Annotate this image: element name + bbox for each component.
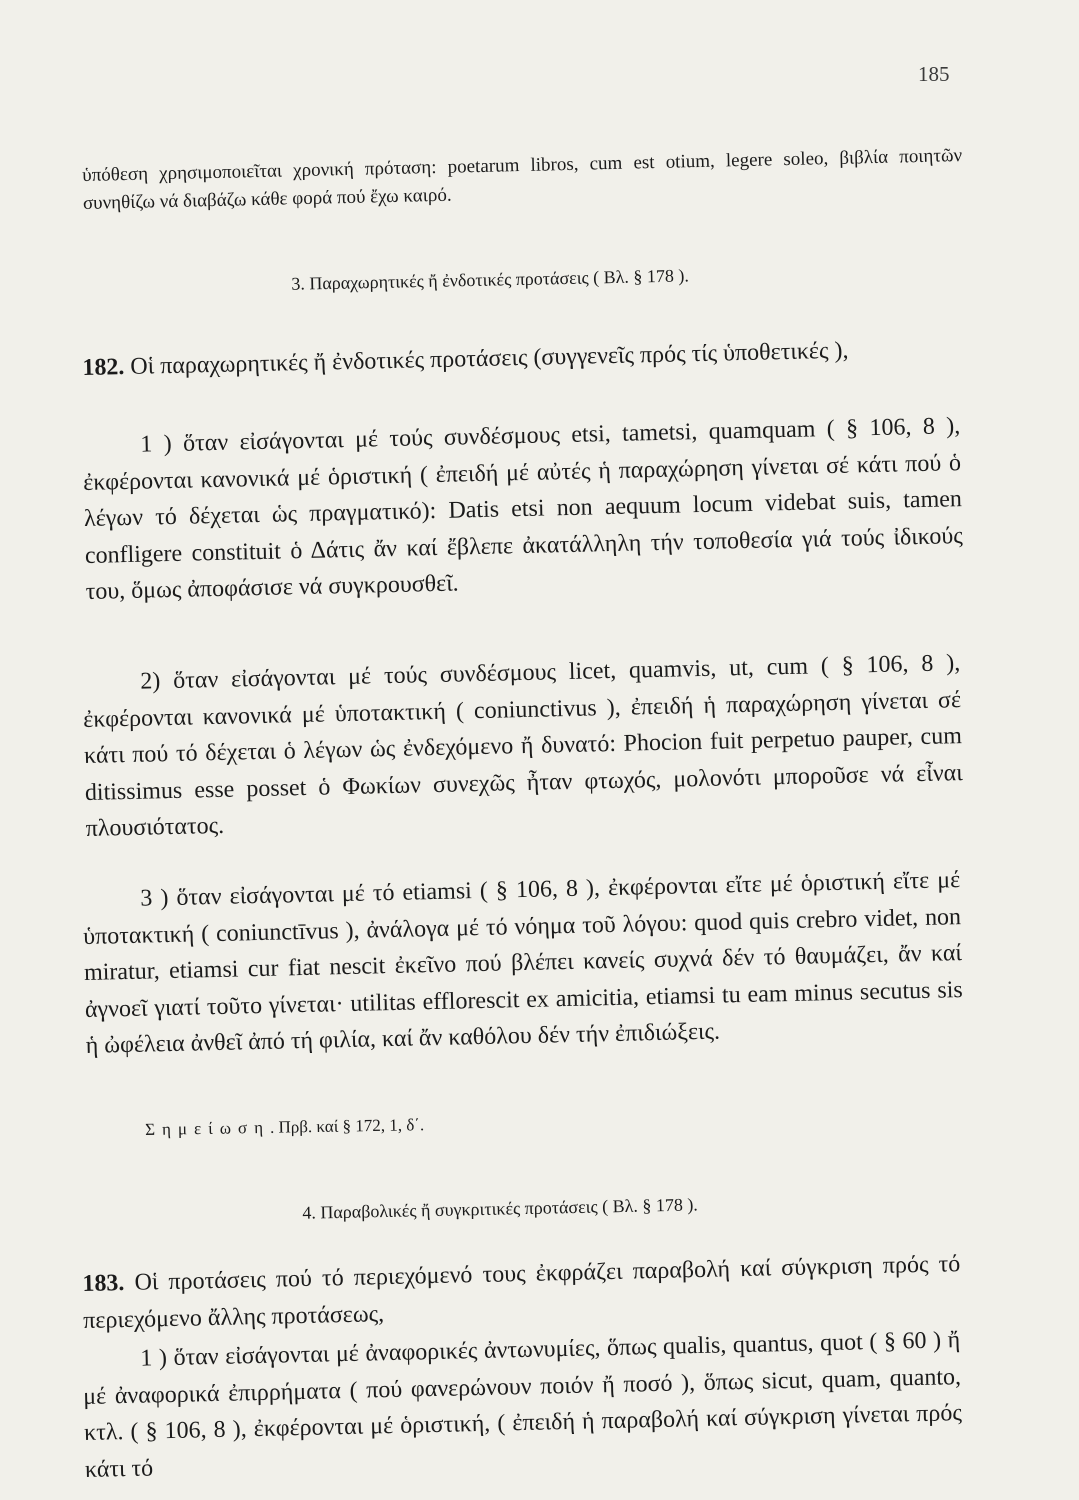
paragraph-182-item-2: 2) ὅταν εἰσάγονται μέ τούς συνδέσμους licet, quamvis, ut, cum ( § 106, 8 ), ἐκφέρονται κανονικά μέ ὑποτακτική ( coniunctivus ), ἐπειδή ἡ παραχώρηση γίνεται σέ κάτι πού τό δέχεται ὁ λέγων ὡς ἐνδεχόμενο ἤ δυνατό: Phocion fuit perpetuo pauper, cum ditissimus esse posset ὁ Φωκίων συνεχῶς ἦταν φτωχός, μολονότι μποροῦσε νά εἶναι πλουσιότατος. xyxy=(82,650,963,843)
intro-paragraph: ὑπόθεση χρησιμοποιεῖται χρονική πρόταση: poetarum libros, cum est otium, legere soleo, βιβλία ποιητῶν συνηθίζω νά διαβάζω κάθε φορά πού ἔχω καιρό. xyxy=(82,145,963,214)
page-number: 185 xyxy=(918,62,950,86)
note-text: . Πρβ. καί § 172, 1, δ΄. xyxy=(269,1115,425,1137)
paragraph-182-item-1: 1 ) ὅταν εἰσάγονται μέ τούς συνδέσμους etsi, tametsi, quamquam ( § 106, 8 ), ἐκφέρονται κανονικά μέ ὁριστική ( ἐπειδή μέ αὐτές ἡ παραχώρηση γίνεται σέ κάτι πού ὁ λέγων τό δέχεται ὡς πραγματικό): Datis etsi non aequum locum videbat suis, tamen confligere constituit ὁ Δάτις ἄν καί ἔβλεπε ἀκατάλληλη τήν τοποθεσία γιά τούς ἰδικούς του, ὅμως ἀποφάσισε νά συγκρουσθεῖ. xyxy=(82,413,963,606)
section-number-182: 182. xyxy=(82,354,125,381)
paragraph-182-item-3: 3 ) ὅταν εἰσάγονται μέ τό etiamsi ( § 106, 8 ), ἐκφέρονται εἴτε μέ ὁριστική εἴτε μέ ὑποτακτική ( coniunctīvus ), ἀνάλογα μέ τό νόημα τοῦ λόγου: quod quis crebro videt, non miratur, etiamsi cur fiat nescit ἐκεῖνο πού βλέπει κανείς συχνά δέν τό θαυμάζει, ἄν καί ἀγνοεῖ γιατί τοῦτο γίνεται· utilitas efflorescit ex amicitia, etiamsi tu eam minus secutus sis ἡ ὠφέλεια ἀνθεῖ ἀπό τή φιλία, καί ἄν καθόλου δέν τήν ἐπιδιώξεις. xyxy=(82,867,963,1060)
section-4-heading: 4. Παραβολικές ἤ συγκριτικές προτάσεις ( Βλ. § 178 ). xyxy=(302,1194,699,1223)
paragraph-183-item-1: 1 ) ὅταν εἰσάγονται μέ ἀναφορικές ἀντωνυμίες, ὅπως qualis, quantus, quot ( § 60 ) ἤ μέ ἀναφορικά ἐπιρρήματα ( πού φανερώνουν ποιόν ἤ ποσό ), ὅπως sicut, quam, quanto, κτλ. ( § 106, 8 ), ἐκφέρονται μέ ὁριστική, ( ἐπειδή ἡ παραβολή καί σύγκριση γίνεται πρός κάτι τό xyxy=(82,1327,963,1483)
paragraph-182-text: Οἱ παραχωρητικές ἤ ἐνδοτικές προτάσεις (συγγενεῖς πρός τίς ὑποθετικές ), xyxy=(130,337,849,380)
section-number-183: 183. xyxy=(82,1270,125,1297)
note-label: Σημείωση xyxy=(145,1117,271,1139)
section-3-heading: 3. Παραχωρητικές ἤ ἐνδοτικές προτάσεις ( Βλ. § 178 ). xyxy=(291,265,690,294)
note-line xyxy=(145,1108,845,1140)
paragraph-183-text: Οἱ προτάσεις πού τό περιεχόμενό τους ἐκφράζει παραβολή καί σύγκριση πρός τό περιεχόμενο ἄλλης προτάσεως, xyxy=(82,1251,961,1334)
paragraph-182-intro xyxy=(82,330,961,387)
